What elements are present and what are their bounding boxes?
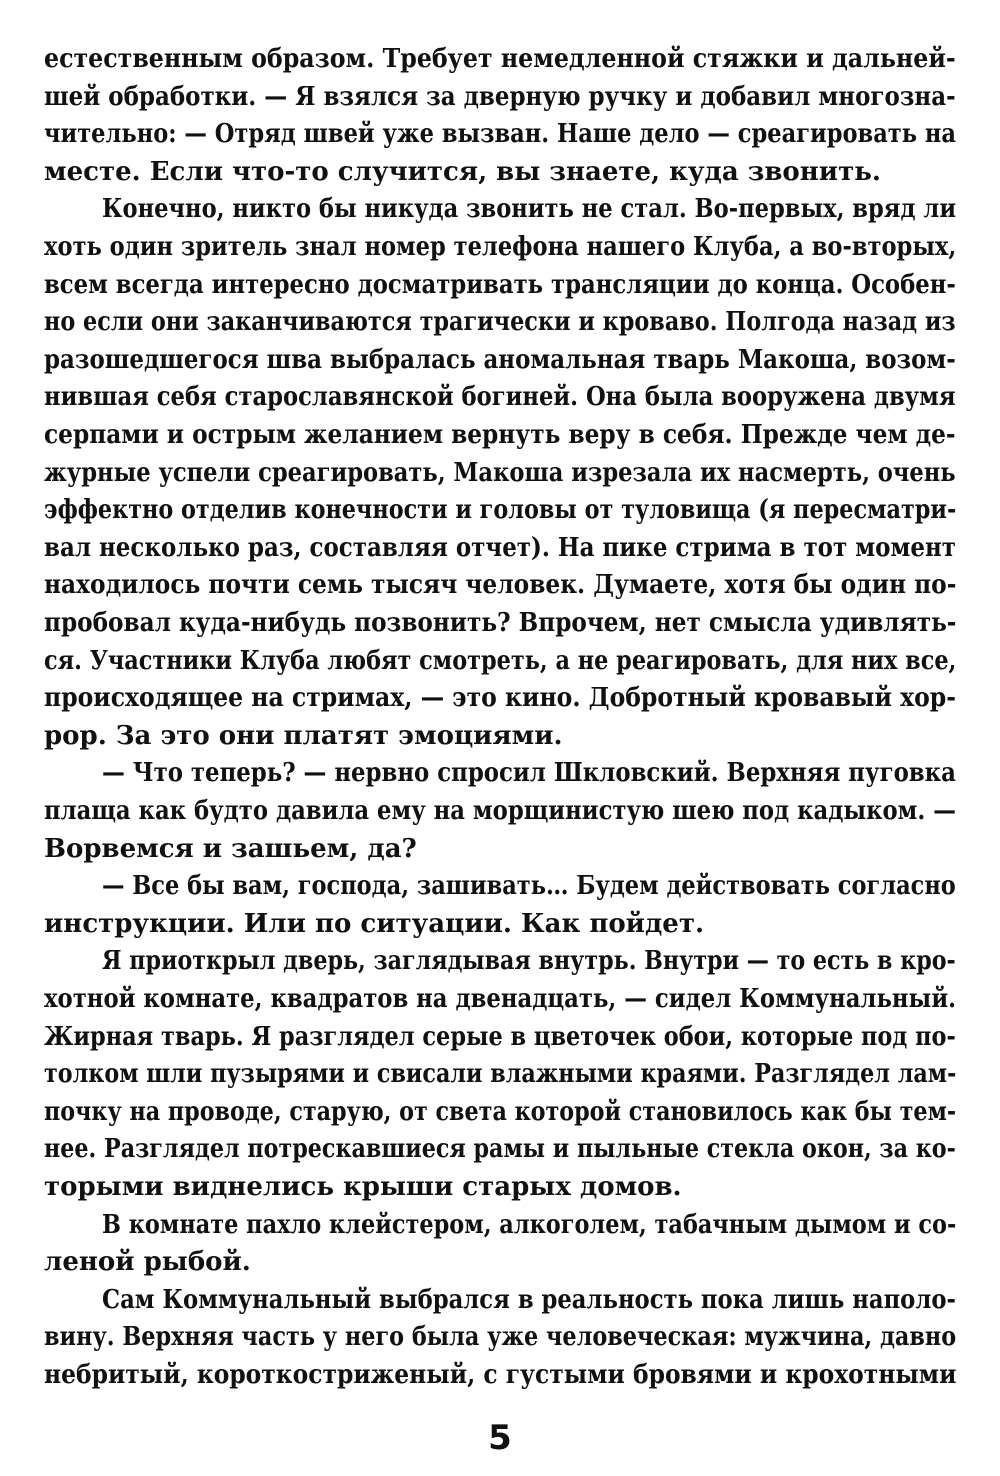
text-line: вал несколько раз, составляя отчет). На пике стрима в тот момент — [44, 532, 957, 563]
text-line: эффектно отделив конечности и головы от туловища (я пересматри- — [44, 495, 957, 526]
text-line: Я приоткрыл дверь, заглядывая внутрь. Внутри — то есть в кро- — [102, 946, 956, 977]
text-line: но если они заканчиваются трагически и кроваво. Полгода назад из — [44, 307, 956, 338]
text-line: естественным образом. Требует немедленной стяжки и дальней- — [44, 44, 956, 74]
text-line: нившая себя старославянской богиней. Она была вооружена двумя — [44, 382, 956, 413]
text-line: чительно: — Отряд швей уже вызван. Наше дело — среагировать на — [44, 119, 957, 150]
text-line: В комнате пахло клейстером, алкоголем, табачным дымом и со- — [102, 1209, 957, 1240]
text-line: Конечно, никто бы никуда звонить не стал. Во-первых, вряд ли — [102, 194, 957, 225]
text-line: журные успели среагировать, Макоша изрезала их насмерть, очень — [44, 457, 956, 488]
text-line: — Все бы вам, господа, зашивать… Будем действовать согласно — [102, 871, 956, 902]
text-line: почку на проводе, старую, от света которой становилось как бы тем- — [44, 1096, 957, 1127]
text-line: небритый, короткостриженый, с густыми бровями и крохотными — [44, 1360, 957, 1390]
text-line: серпами и острым желанием вернуть веру в себя. Прежде чем де- — [44, 420, 956, 450]
book-page — [44, 40, 956, 1400]
text-line: ся. Участники Клуба любят смотреть, а не реагировать, для них все, — [44, 645, 957, 676]
text-line: хотной комнате, квадратов на двенадцать, — сидел Коммунальный. — [44, 984, 957, 1014]
text-line: Жирная тварь. Я разглядел серые в цветочек обои, которые под по- — [44, 1021, 956, 1052]
text-line: вину. Верхняя часть у него была уже человеческая: мужчина, давно — [44, 1322, 957, 1353]
text-line: рор. За это они платят эмоциями. — [44, 720, 563, 751]
text-line: шей обработки. — Я взялся за дверную ручку и добавил многозна- — [44, 81, 956, 112]
text-line: — Что теперь? — нервно спросил Шкловский. Верхняя пуговка — [102, 758, 956, 789]
text-line: торыми виднелись крыши старых домов. — [44, 1172, 682, 1202]
text-line: леной рыбой. — [44, 1247, 251, 1278]
text-line: Сам Коммунальный выбрался в реальность пока лишь наполо- — [102, 1284, 956, 1315]
text-line: хоть один зритель знал номер телефона нашего Клуба, а во-вторых, — [44, 232, 957, 262]
text-line: плаща как будто давила ему на морщинистую шею под кадыком. — — [44, 796, 956, 826]
page-number: 5 — [488, 1418, 512, 1458]
text-line: инструкции. Или по ситуации. Как пойдет. — [44, 908, 705, 939]
text-line: нее. Разглядел потрескавшиеся рамы и пыльные стекла окон, за ко- — [44, 1134, 956, 1165]
text-line: Ворвемся и зашьем, да? — [44, 833, 417, 864]
text-line: находилось почти семь тысяч человек. Думаете, хотя бы один по- — [44, 570, 957, 601]
text-line: происходящее на стримах, — это кино. Добротный кровавый хор- — [44, 683, 956, 714]
text-line: всем всегда интересно досматривать трансляции до конца. Особен- — [44, 269, 956, 300]
text-line: толком шли пузырями и свисали влажными краями. Разглядел лам- — [44, 1059, 957, 1090]
text-line: разошедшегося шва выбралась аномальная тварь Макоша, возом- — [44, 344, 956, 375]
text-line: месте. Если что-то случится, вы знаете, куда звонить. — [44, 156, 881, 187]
text-line: пробовал куда-нибудь позвонить? Впрочем, нет смысла удивлять- — [44, 608, 957, 638]
